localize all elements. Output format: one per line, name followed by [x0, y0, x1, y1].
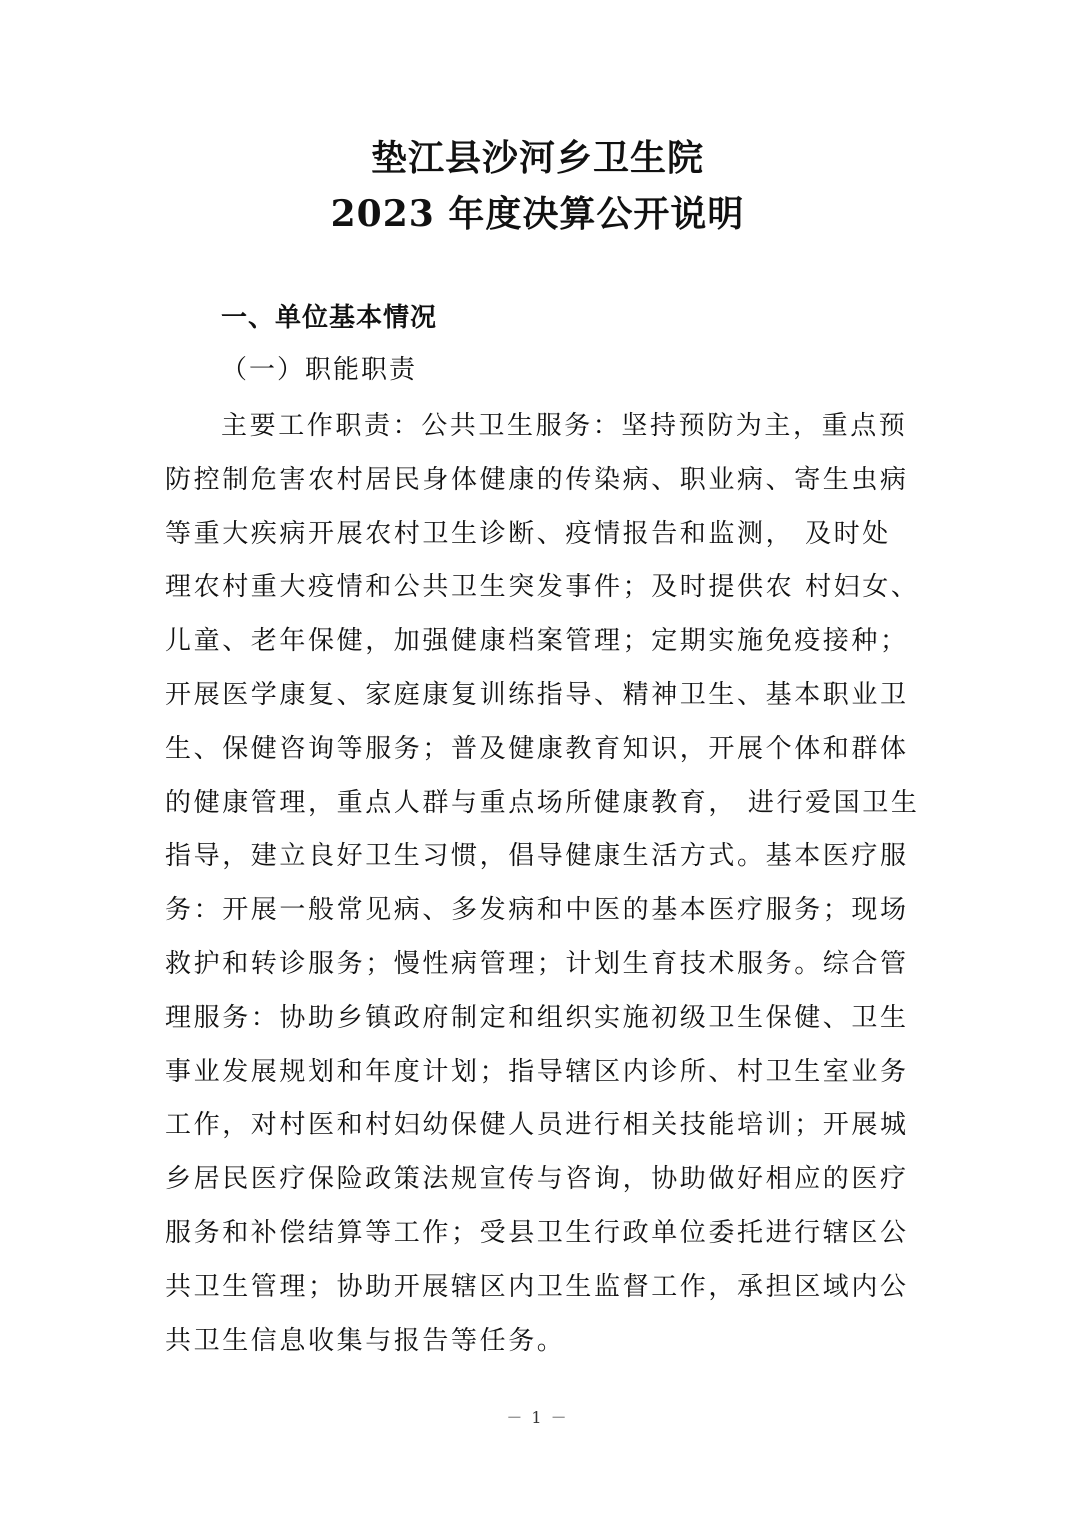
paragraph-line: 等重大疾病开展农村卫生诊断、疫情报告和监测， 及时处	[165, 518, 891, 549]
document-title-line-2: 2023 年度决算公开说明	[330, 193, 745, 235]
document-title-line-1: 垫江县沙河乡卫生院	[370, 137, 704, 179]
paragraph-line: 儿童、老年保健，加强健康档案管理；定期实施免疫接种；	[165, 626, 909, 657]
paragraph-line: 理农村重大疫情和公共卫生突发事件；及时提供农 村妇女、	[165, 572, 920, 603]
paragraph-line: 事业发展规划和年度计划；指导辖区内诊所、村卫生室业务	[165, 1056, 909, 1087]
paragraph-body	[165, 400, 920, 1368]
paragraph-line: 生、保健咨询等服务；普及健康教育知识，开展个体和群体	[165, 733, 909, 764]
paragraph-line: 服务和补偿结算等工作；受县卫生行政单位委托进行辖区公	[165, 1217, 909, 1248]
paragraph-line: 的健康管理，重点人群与重点场所健康教育， 进行爱国卫生	[165, 787, 920, 818]
paragraph-line: 主要工作职责：公共卫生服务：坚持预防为主，重点预	[221, 411, 908, 441]
paragraph-line: 务：开展一般常见病、多发病和中医的基本医疗服务；现场	[165, 895, 909, 926]
paragraph-line: 理服务：协助乡镇政府制定和组织实施初级卫生保健、卫生	[165, 1002, 909, 1033]
page-number: － 1 －	[506, 1408, 569, 1427]
paragraph-line: 防控制危害农村居民身体健康的传染病、职业病、寄生虫病	[165, 464, 909, 495]
paragraph-line: 救护和转诊服务；慢性病管理；计划生育技术服务。综合管	[165, 948, 909, 979]
section-heading: 一、单位基本情况	[221, 303, 438, 333]
paragraph-line: 乡居民医疗保险政策法规宣传与咨询，协助做好相应的医疗	[165, 1164, 909, 1195]
paragraph-line: 共卫生信息收集与报告等任务。	[165, 1325, 566, 1356]
subsection-heading: （一）职能职责	[221, 355, 418, 385]
paragraph-line: 共卫生管理；协助开展辖区内卫生监督工作，承担区域内公	[165, 1271, 909, 1302]
paragraph-line: 工作，对村医和村妇幼保健人员进行相关技能培训；开展城	[165, 1110, 909, 1141]
paragraph-line: 指导，建立良好卫生习惯，倡导健康生活方式。基本医疗服	[165, 841, 909, 872]
paragraph-line: 开展医学康复、家庭康复训练指导、精神卫生、基本职业卫	[165, 679, 909, 710]
